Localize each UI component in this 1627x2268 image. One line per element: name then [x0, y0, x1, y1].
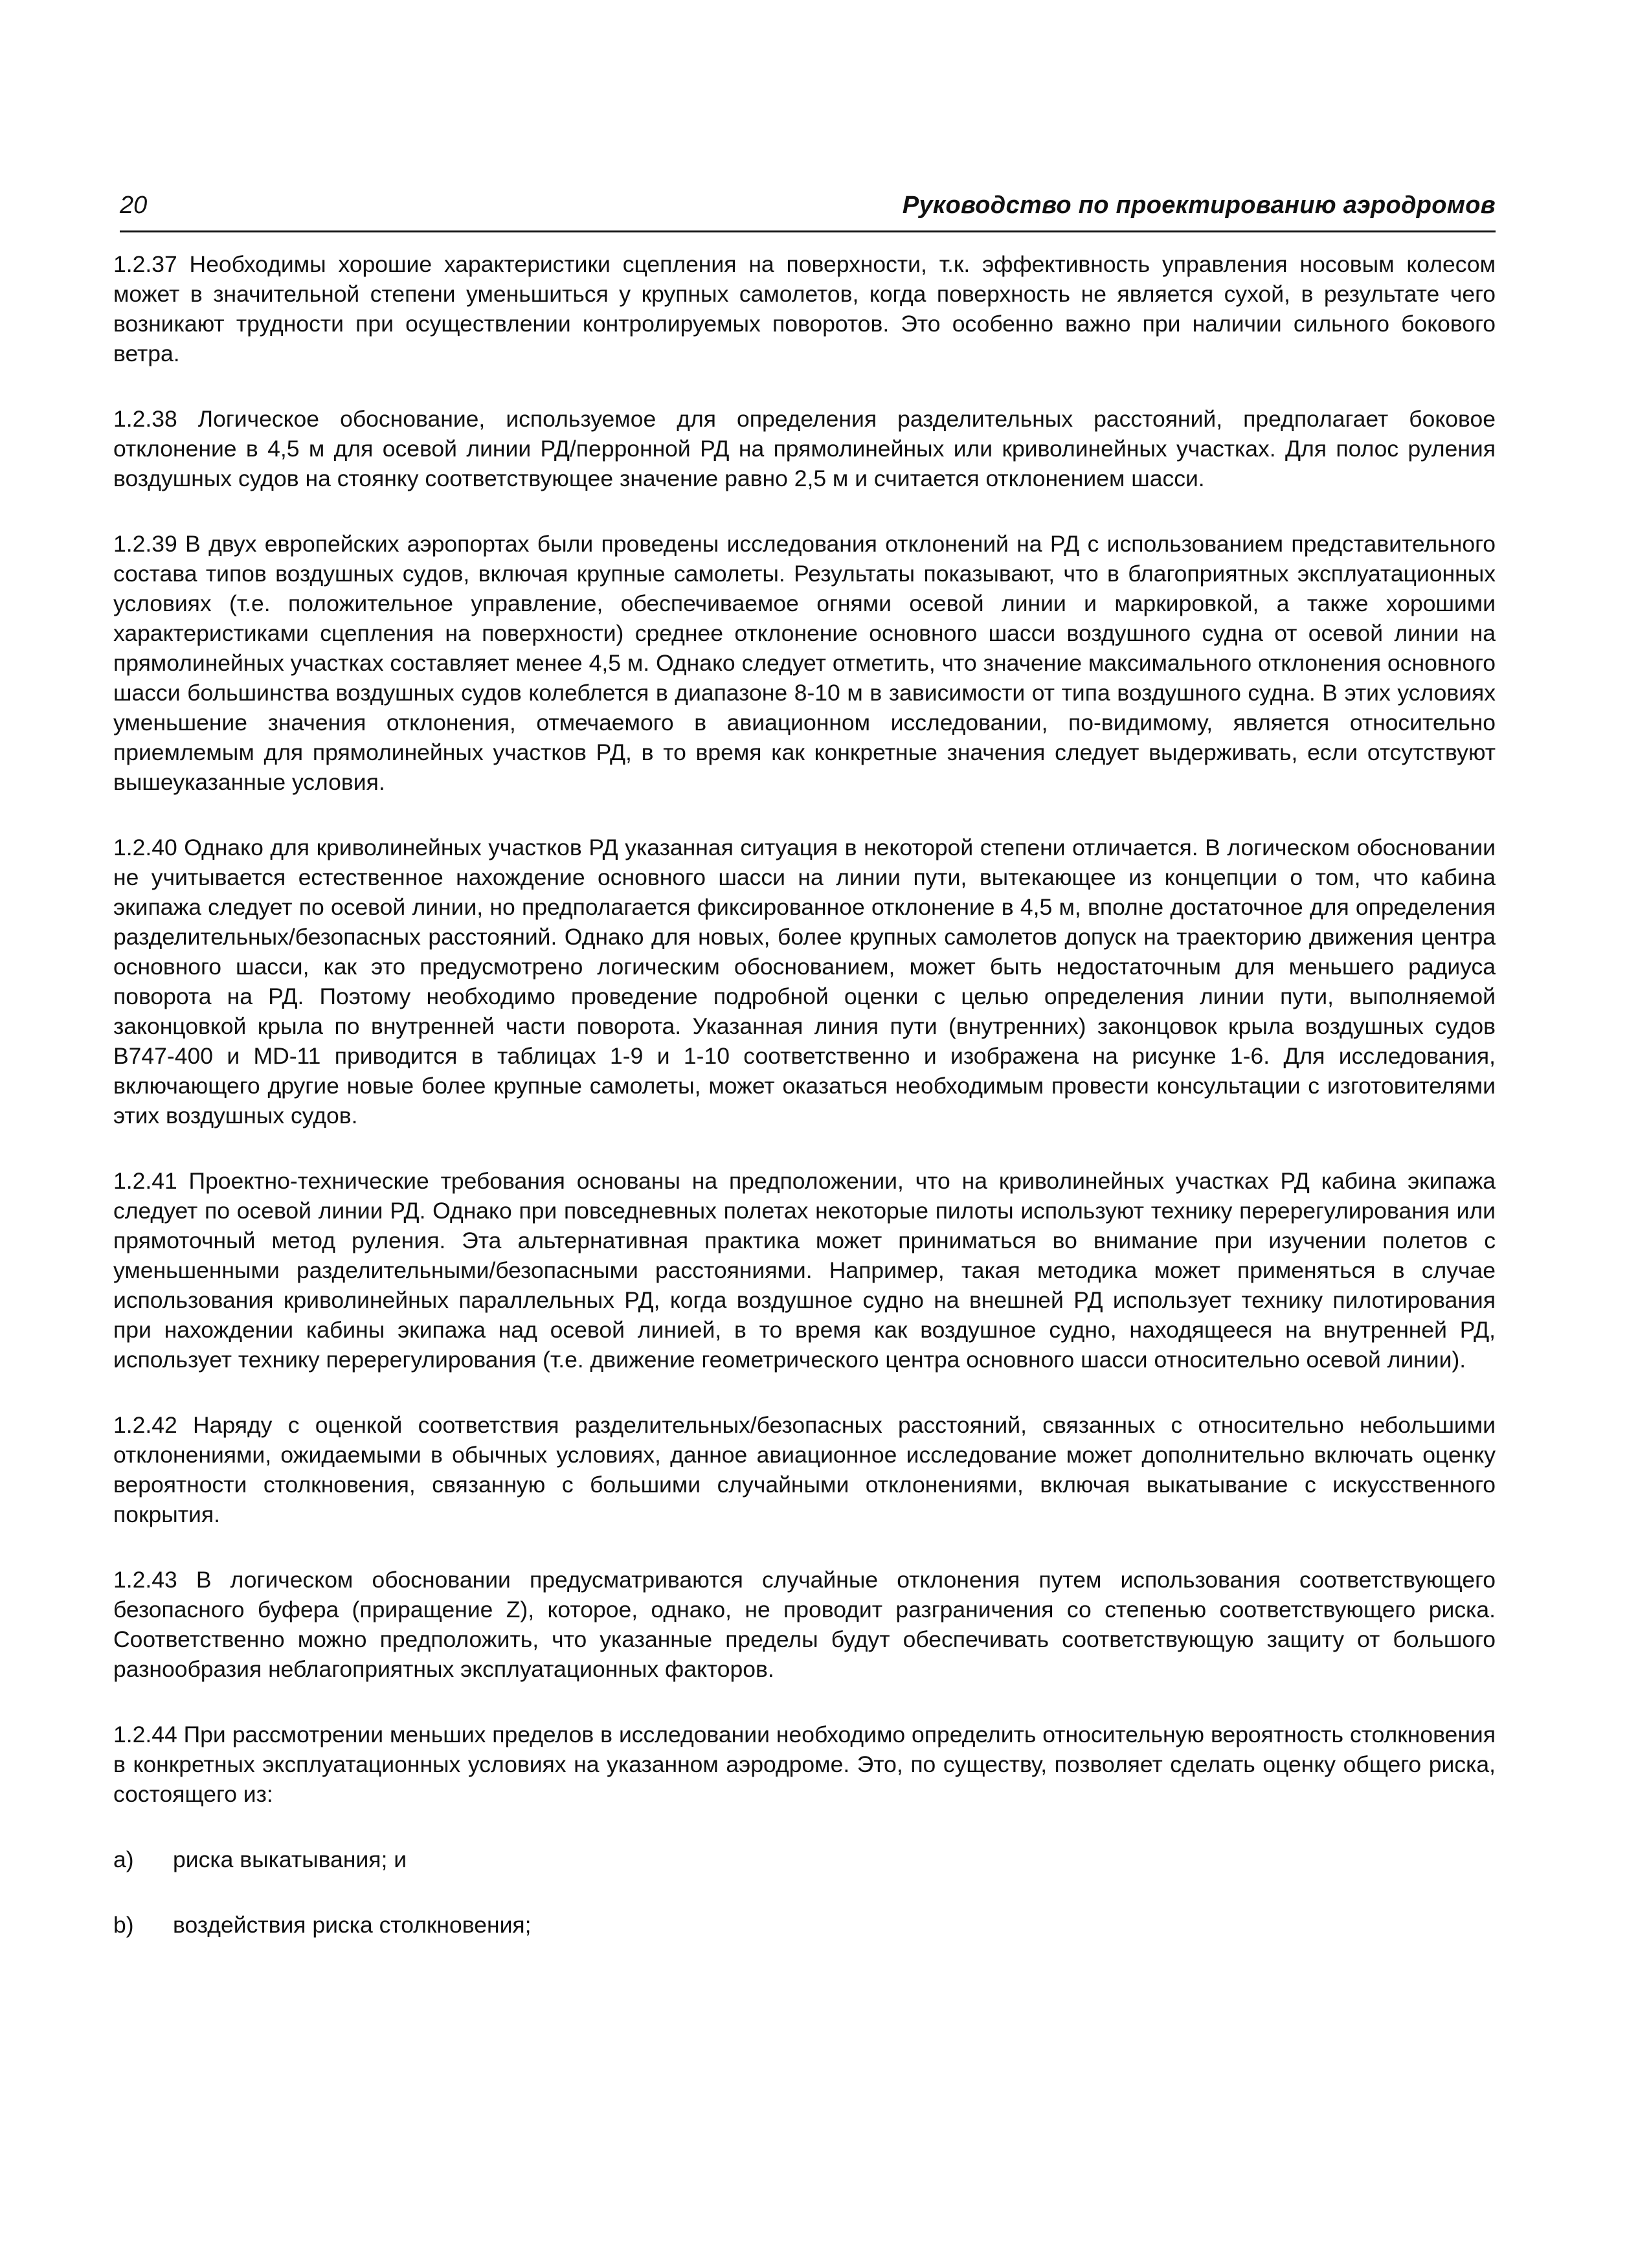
page-header — [120, 189, 1496, 232]
paragraph-1-2-41: 1.2.41 Проектно-технические требования основаны на предположении, что на криволинейных участках РД кабина экипажа следует по осевой линии РД. Однако при повседневных полетах некоторые пилоты используют технику перерегулирования или прямоточный метод руления. Эта альтернативная практика может приниматься во внимание при изучении полетов с уменьшенными разделительными/безопасными расстояниями. Например, такая методика может применяться в случае использования криволинейных параллельных РД, когда воздушное судно на внешней РД использует технику пилотирования при нахождении кабины экипажа над осевой линией, в то время как воздушное судно, находящееся на внутренней РД, использует технику перерегулирования (т.е. движение геометрического центра основного шасси относительно осевой линии). — [113, 1168, 1496, 1373]
paragraph-1-2-38: 1.2.38 Логическое обоснование, используемое для определения разделительных расстояний, предполагает боковое отклонение в 4,5 м для осевой линии РД/перронной РД на прямолинейных или криволинейных участках. Для полос руления воздушных судов на стоянку соответствующее значение равно 2,5 м и считается отклонением шасси. — [113, 406, 1496, 491]
document-title: Руководство по проектированию аэродромов — [902, 192, 1496, 219]
page-number: 20 — [120, 192, 148, 219]
list-item-a — [113, 1845, 1496, 1874]
list-item-text: воздействия риска столкновения; — [173, 1912, 532, 1938]
paragraph-1-2-37: 1.2.37 Необходимы хорошие характеристики сцепления на поверхности, т.к. эффективность управления носовым колесом может в значительной степени уменьшиться у крупных самолетов, когда поверхность не является сухой, в результате чего возникают трудности при осуществлении контролируемых поворотов. Это особенно важно при наличии сильного бокового ветра. — [113, 251, 1496, 366]
paragraph-1-2-44: 1.2.44 При рассмотрении меньших пределов в исследовании необходимо определить относительную вероятность столкновения в конкретных эксплуатационных условиях на указанном аэродроме. Это, по существу, позволяет сделать оценку общего риска, состоящего из: — [113, 1722, 1496, 1807]
paragraph-1-2-40: 1.2.40 Однако для криволинейных участков РД указанная ситуация в некоторой степени отличается. В логическом обосновании не учитывается естественное нахождение основного шасси на линии пути, вытекающее из концепции о том, что кабина экипажа следует по осевой линии, но предполагается фиксированное отклонение в 4,5 м, вполне достаточное для определения разделительных/безопасных расстояний. Однако для новых, более крупных самолетов допуск на траекторию движения центра основного шасси, как это предусмотрено логическим обоснованием, может быть недостаточным для меньшего радиуса поворота на РД. Поэтому необходимо проведение подробной оценки с целью определения линии пути, выполняемой законцовкой крыла по внутренней части поворота. Указанная линия пути (внутренних) законцовок крыла воздушных судов В747-400 и MD-11 приводится в таблицах 1-9 и 1-10 соответственно и изображена на рисунке 1-6. Для исследования, включающего другие новые более крупные самолеты, может оказаться необходимым провести консультации с изготовителями этих воздушных судов. — [113, 835, 1496, 1128]
paragraph-1-2-39: 1.2.39 В двух европейских аэропортах были проведены исследования отклонений на РД с использованием представительного состава типов воздушных судов, включая крупные самолеты. Результаты показывают, что в благоприятных эксплуатационных условиях (т.е. положительное управление, обеспечиваемое огнями осевой линии и маркировкой, а также хорошими характеристиками сцепления на поверхности) среднее отклонение основного шасси воздушного судна от осевой линии на прямолинейных участках составляет менее 4,5 м. Однако следует отметить, что значение максимального отклонения основного шасси большинства воздушных судов колеблется в диапазоне 8-10 м в зависимости от типа воздушного судна. В этих условиях уменьшение значения отклонения, отмечаемого в авиационном исследовании, по-видимому, является относительно приемлемым для прямолинейных участков РД, в то время как конкретные значения следует выдерживать, если отсутствуют вышеуказанные условия. — [113, 531, 1496, 795]
list-marker: b) — [113, 1912, 134, 1938]
paragraph-1-2-43: 1.2.43 В логическом обосновании предусматриваются случайные отклонения путем использования соответствующего безопасного буфера (приращение Z), которое, однако, не проводит разграничения со степенью соответствующего риска. Соответственно можно предположить, что указанные пределы будут обеспечивать соответствующую защиту от большого разнообразия неблагоприятных эксплуатационных факторов. — [113, 1567, 1496, 1682]
list-marker: a) — [113, 1847, 134, 1872]
list-item-b — [113, 1910, 1496, 1940]
document-body — [113, 249, 1496, 1975]
list-item-text: риска выкатывания; и — [173, 1847, 407, 1872]
paragraph-1-2-42: 1.2.42 Наряду с оценкой соответствия разделительных/безопасных расстояний, связанных с относительно небольшими отклонениями, ожидаемыми в обычных условиях, данное авиационное исследование может дополнительно включать оценку вероятности столкновения, связанную с большими случайными отклонениями, включая выкатывание с искусственного покрытия. — [113, 1412, 1496, 1527]
